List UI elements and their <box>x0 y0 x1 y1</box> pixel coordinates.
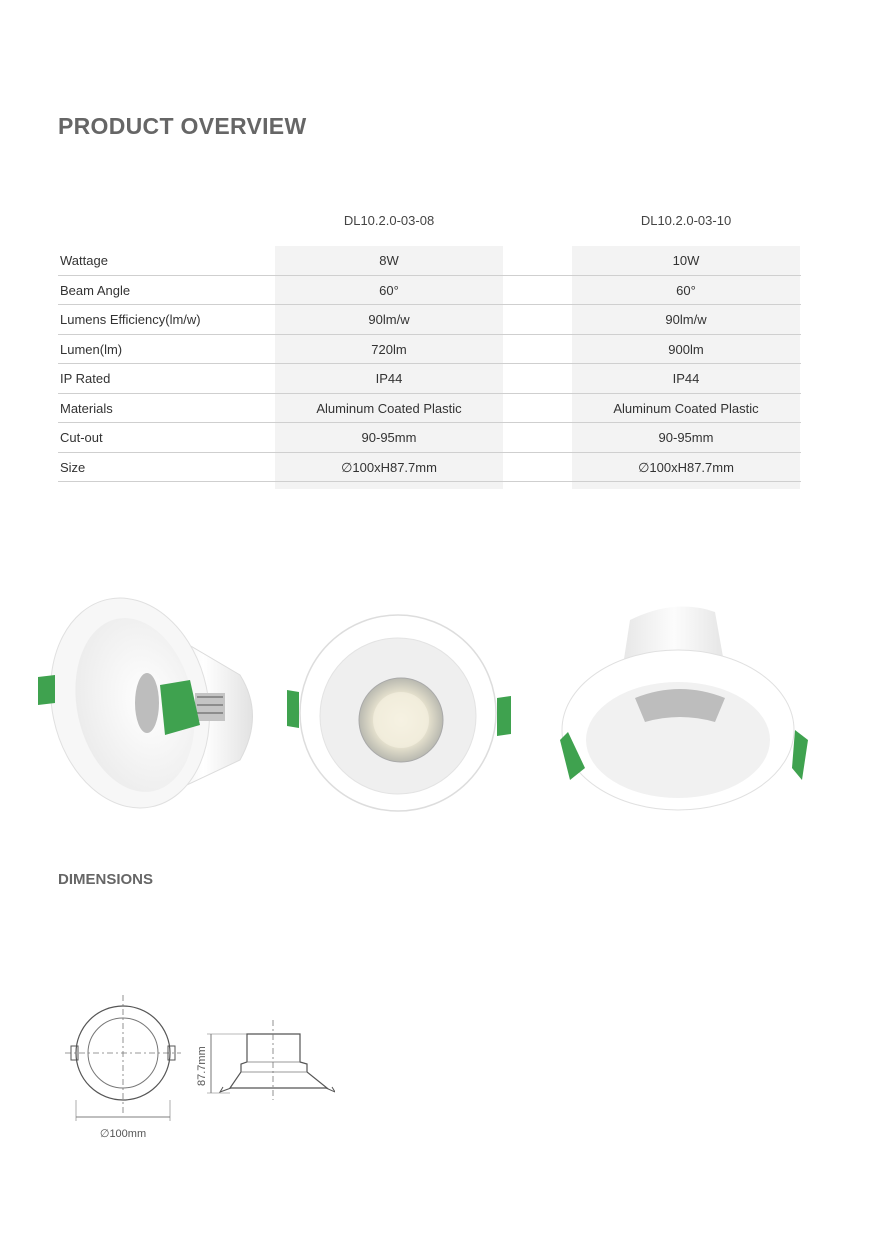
row-value-1: 8W <box>379 253 399 268</box>
table-row <box>58 305 801 335</box>
diameter-label: ∅100mm <box>99 1128 147 1140</box>
row-label: Lumen(lm) <box>60 341 123 357</box>
row-value-2: 900lm <box>668 341 704 357</box>
height-label: 87.7mm <box>196 1046 208 1086</box>
page-title: PRODUCT OVERVIEW <box>58 113 307 139</box>
row-label: Lumens Efficiency(lm/w) <box>60 312 201 327</box>
row-value-2: 60° <box>676 282 696 298</box>
table-row <box>58 276 801 306</box>
table-row <box>58 246 801 276</box>
downlight-side-view-image <box>35 585 270 815</box>
row-value-1: 60° <box>379 282 399 298</box>
downlight-angled-view-image <box>540 600 820 815</box>
row-value-2: Aluminum Coated Plastic <box>613 400 759 416</box>
row-value-1: 90lm/w <box>368 312 410 327</box>
row-value-1: Aluminum Coated Plastic <box>316 400 462 416</box>
row-value-1: IP44 <box>375 371 403 386</box>
table-row <box>58 453 801 483</box>
row-label: Materials <box>60 400 113 416</box>
row-value-2: ∅100xH87.7mm <box>638 459 734 475</box>
row-value-2: 10W <box>672 253 700 268</box>
row-label: IP Rated <box>60 371 111 386</box>
table-row <box>58 364 801 394</box>
row-value-1: 90-95mm <box>361 430 417 445</box>
dimension-drawing <box>55 990 335 1145</box>
row-label: Size <box>60 459 86 475</box>
row-label: Cut-out <box>60 430 103 445</box>
table-row <box>58 423 801 453</box>
model-header-2: DL10.2.0-03-10 <box>640 213 732 228</box>
row-value-2: 90lm/w <box>665 312 707 327</box>
row-label: Wattage <box>60 253 108 268</box>
table-row <box>58 335 801 365</box>
row-value-1: 720lm <box>371 341 407 357</box>
downlight-front-view-image <box>285 610 515 820</box>
row-value-1: ∅100xH87.7mm <box>341 459 437 475</box>
row-label: Beam Angle <box>60 282 131 298</box>
model-header-1: DL10.2.0-03-08 <box>343 213 435 228</box>
dimensions-title: DIMENSIONS <box>58 871 154 888</box>
table-row <box>58 394 801 424</box>
spec-rows <box>58 246 801 482</box>
row-value-2: 90-95mm <box>658 430 714 445</box>
row-value-2: IP44 <box>672 371 700 386</box>
